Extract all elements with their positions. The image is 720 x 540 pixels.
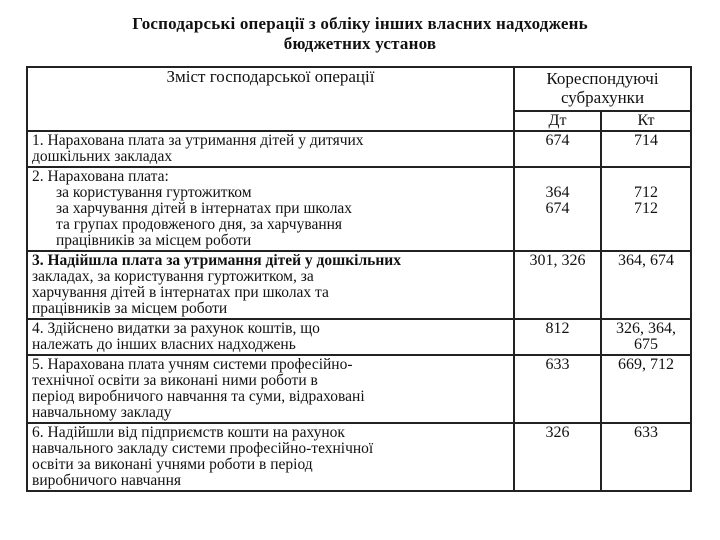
credit-value: 675 <box>634 336 658 353</box>
operation-line: навчального закладу системи професійно-технічної <box>32 440 374 457</box>
credit-cell: 714 <box>601 131 691 167</box>
debit-header: Дт <box>514 111 601 131</box>
credit-value: 712 <box>634 200 658 217</box>
operation-description <box>27 423 514 491</box>
table-row <box>27 423 691 491</box>
debit-cell: 674 <box>514 131 601 167</box>
debit-value: 364 <box>545 184 570 201</box>
sub-item-line: за харчування дітей в інтернатах при школах <box>56 200 353 217</box>
operation-line: технічної освіти за виконані ними роботи в <box>32 372 318 389</box>
debit-cell: 326 <box>514 423 601 491</box>
credit-cell <box>601 319 691 355</box>
operation-line: 2. Нарахована плата: <box>32 168 169 185</box>
operation-description <box>27 251 514 319</box>
table-row <box>27 251 691 319</box>
credit-cell: 633 <box>601 423 691 491</box>
credit-header: Кт <box>601 111 691 131</box>
operation-line: харчування дітей в інтернатах при школах та <box>32 284 329 301</box>
credit-cell: 364, 674 <box>601 251 691 319</box>
table-row <box>27 319 691 355</box>
correspondence-header-line-2: субрахунки <box>560 88 645 107</box>
correspondence-header-line-1: Кореспондуючі <box>546 69 659 88</box>
debit-cell: 812 <box>514 319 601 355</box>
operation-line: навчальному закладу <box>32 404 172 421</box>
sub-item-line: за користування гуртожитком <box>56 184 252 201</box>
table-row <box>27 355 691 423</box>
operation-description <box>27 319 514 355</box>
operation-line: період виробничого навчання та суми, відраховані <box>32 388 365 405</box>
operation-description <box>27 355 514 423</box>
operation-line: закладах, за користування гуртожитком, за <box>32 268 314 285</box>
debit-cell: 301, 326 <box>514 251 601 319</box>
credit-value: 326, 364, <box>616 320 676 337</box>
operation-line: освіти за виконані учнями роботи в період <box>32 456 313 473</box>
sub-item-line: працівників за місцем роботи <box>56 232 252 249</box>
operation-line: 1. Нарахована плата за утримання дітей у дитячих <box>32 132 364 149</box>
title-line-1: Господарські операції з обліку інших власних надходжень <box>132 14 588 33</box>
title-line-2: бюджетних установ <box>283 34 437 53</box>
document-title <box>0 14 720 54</box>
debit-cell <box>514 167 601 251</box>
operation-line: виробничого навчання <box>32 472 182 489</box>
operation-line: працівників за місцем роботи <box>32 300 228 317</box>
operation-line: 6. Надійшли від підприємств кошти на рахунок <box>32 424 345 441</box>
correspondence-header <box>514 67 691 111</box>
credit-cell: 669, 712 <box>601 355 691 423</box>
table-row <box>27 131 691 167</box>
operations-table <box>26 66 692 492</box>
operation-line: дошкільних закладах <box>32 148 173 165</box>
debit-cell: 633 <box>514 355 601 423</box>
operation-line: 4. Здійснено видатки за рахунок коштів, що <box>32 320 320 337</box>
operation-line: належать до інших власних надходжень <box>32 336 296 353</box>
operation-line: 3. Надійшла плата за утримання дітей у дошкільних <box>32 252 401 269</box>
operation-line: 5. Нарахована плата учням системи професійно- <box>32 356 353 373</box>
credit-cell <box>601 167 691 251</box>
operation-description <box>27 131 514 167</box>
operation-description <box>27 167 514 251</box>
credit-value: 712 <box>634 184 658 201</box>
table-row <box>27 167 691 251</box>
debit-value: 674 <box>545 200 570 217</box>
sub-item-line: та групах продовженого дня, за харчування <box>56 216 343 233</box>
description-header: Зміст господарської операції <box>27 67 514 131</box>
